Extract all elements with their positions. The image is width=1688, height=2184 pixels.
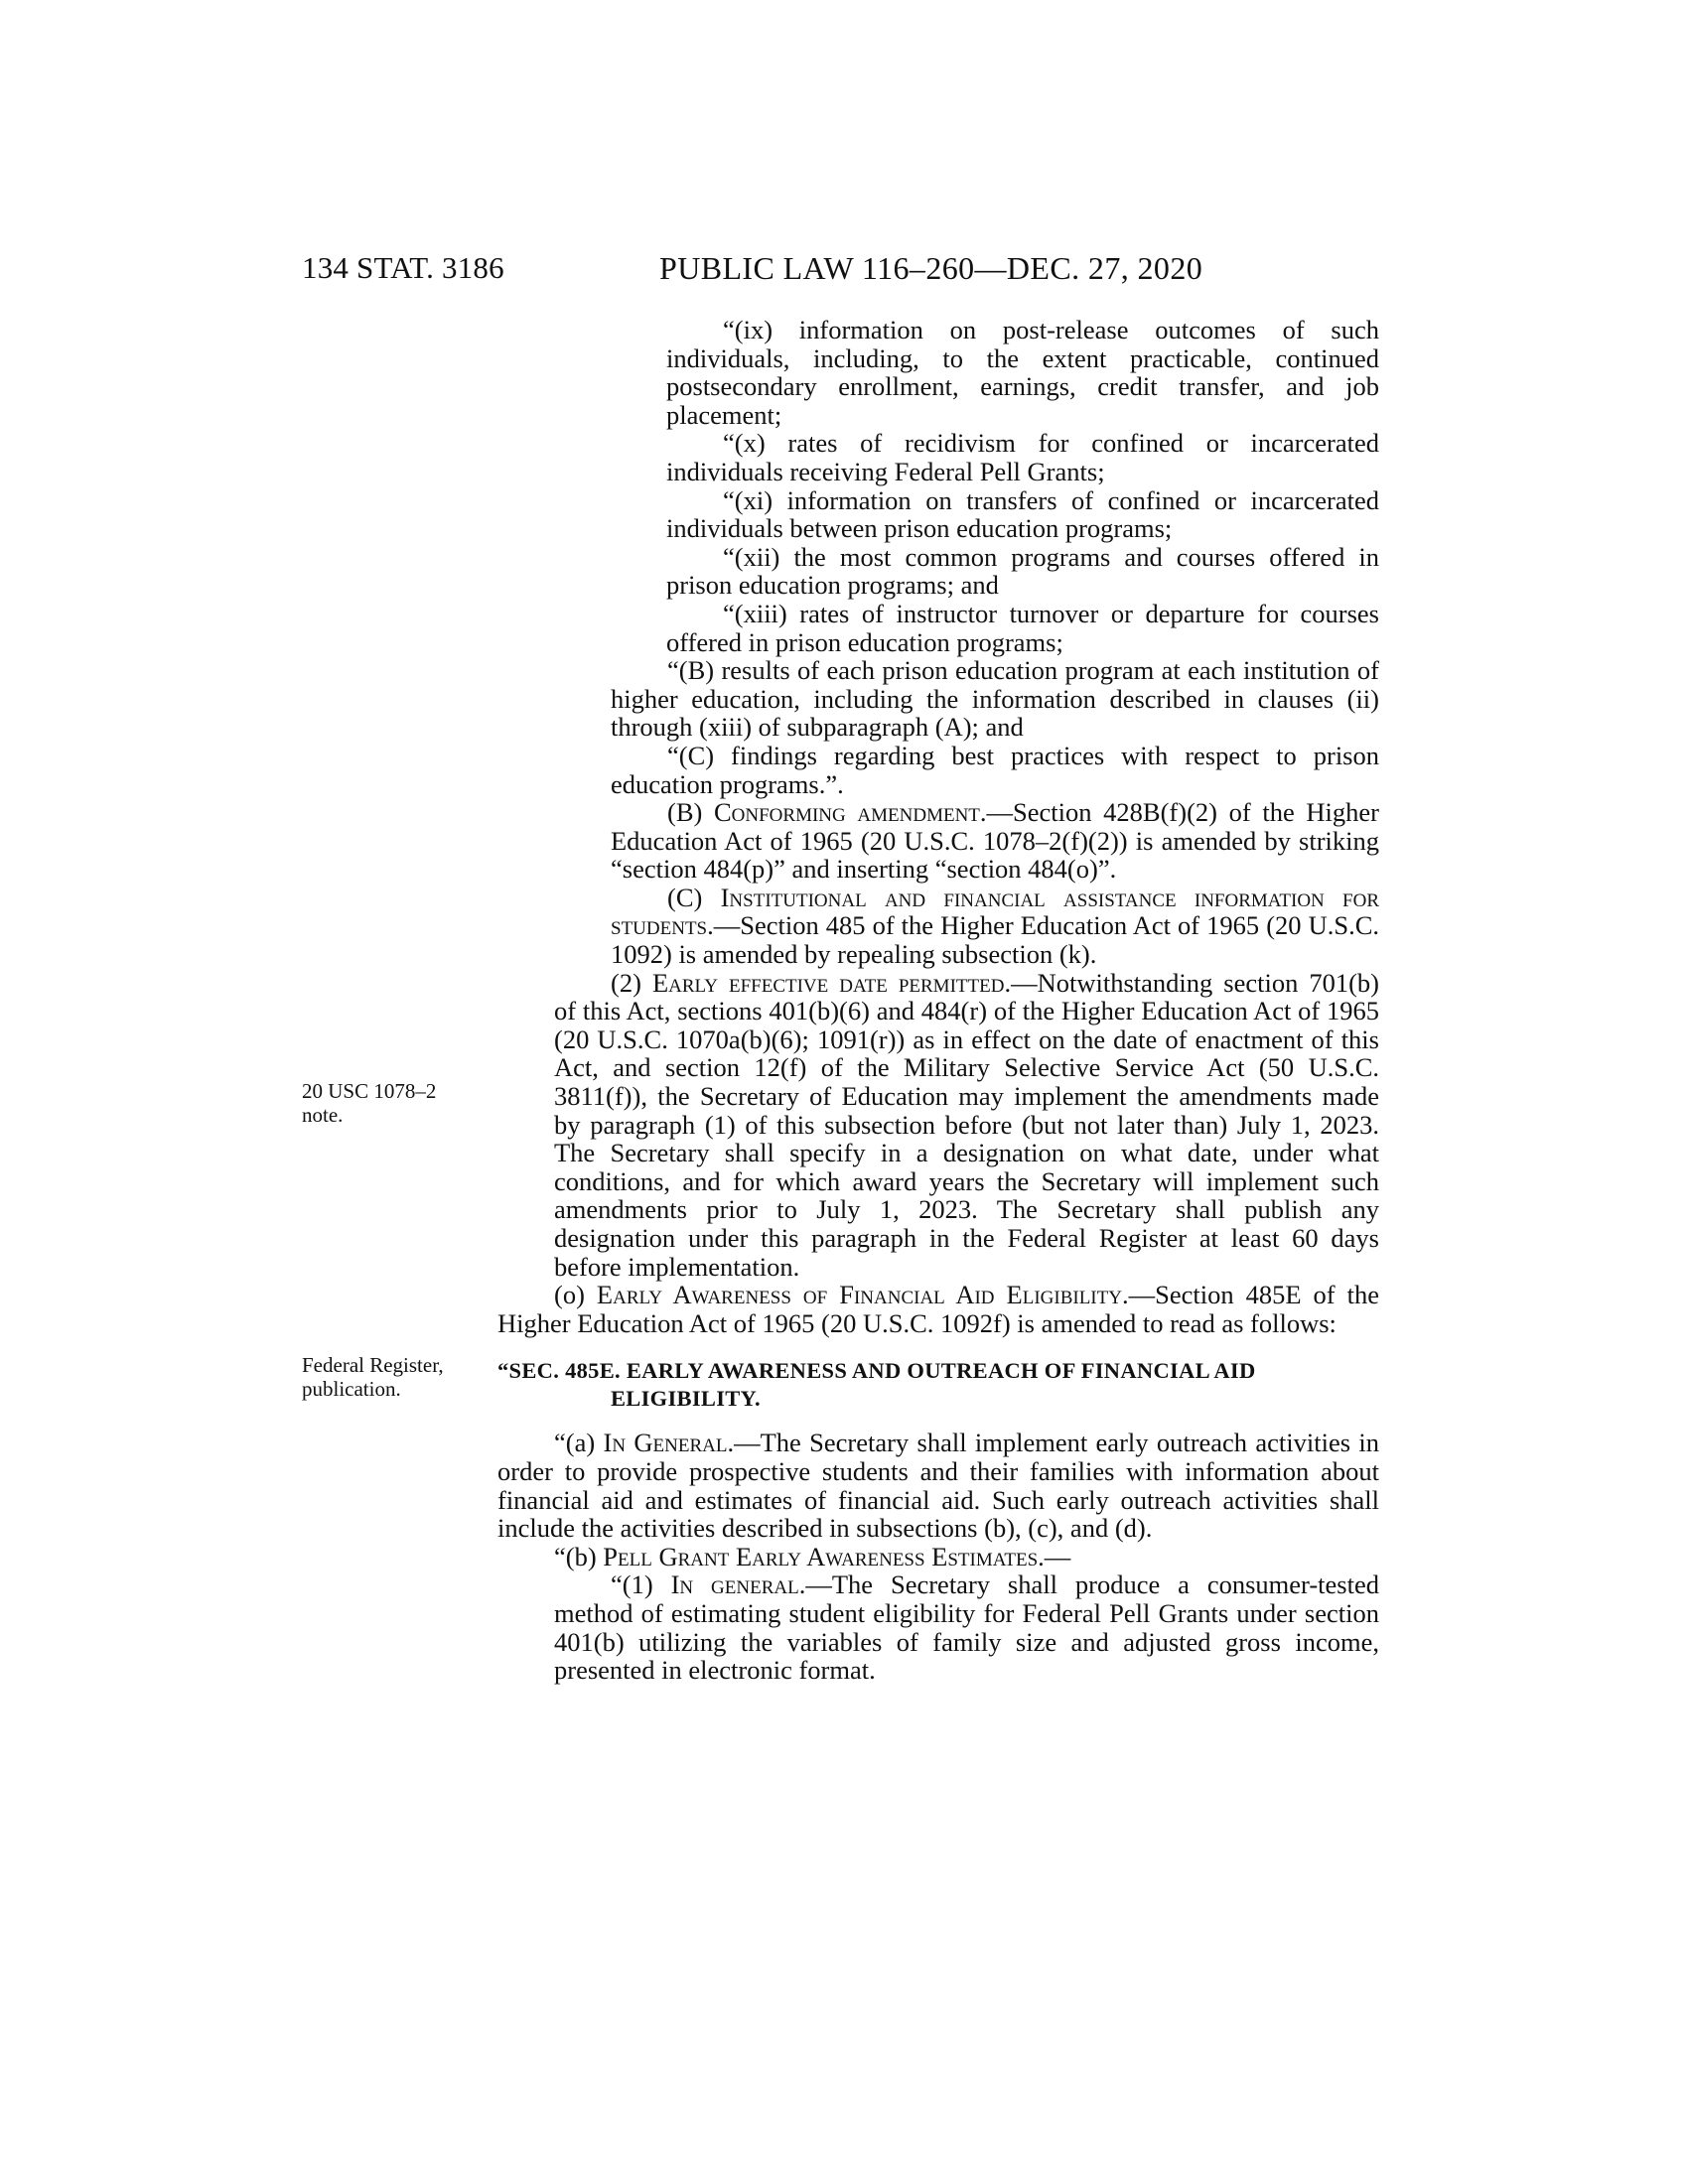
enum: (C) (667, 882, 721, 912)
page-title: PUBLIC LAW 116–260—DEC. 27, 2020 (659, 250, 1203, 286)
subsection-heading: Early Awareness of Financial Aid Eligibility (596, 1280, 1122, 1310)
subparagraph-b-results: “(B) results of each prison education program at each institution of higher education, including the information described in clauses (ii) through (xiii) of subparagraph (A); and (611, 655, 1379, 743)
enum: “(1) (611, 1570, 671, 1600)
margin-note-federal-register (302, 1353, 444, 1401)
subsection-text: .—Section 485E of the Higher Education Act of 1965 (20 U.S.C. 1092f) is amended to read as follows: (497, 1280, 1380, 1338)
paragraph-1-in-general (497, 1570, 1379, 1684)
section-heading: “SEC. 485E. EARLY AWARENESS AND OUTREACH OF FINANCIAL AID ELIGIBILITY. (497, 1358, 1256, 1412)
paragraph-text: .—Section 485 of the Higher Education Act of 1965 (20 U.S.C. 1092) is amended by repealing subsection (k). (611, 910, 1379, 970)
paragraph-text: .—Notwithstanding section 701(b) of this Act, sections 401(b)(6) and 484(r) of the Higher Education Act of 1965 (20 U.S.C. 1070a(b)(6); 1091(r)) as in effect on the date of enactment of this Act, and section 12(f) of the Military Selective Service Act (50 U.S.C. 3811(f)), the Secretary of Education may implement the amendments made by paragraph (1) of this subsection before (but not later than) July 1, 2023. The Secretary shall specify in a designation on what date, under what conditions, and for which award years the Secretary will implement such amendments prior to July 1, 2023. The Secretary shall publish any designation under this paragraph in the Federal Register at least 60 days before implementation. (554, 967, 1379, 1282)
paragraph-heading: Institutional and financial assistance information for students (611, 882, 1379, 941)
enum: (2) (611, 967, 652, 998)
subsection-o (497, 1281, 1379, 1337)
enum: (o) (554, 1280, 597, 1310)
paragraph-heading: Conforming amendment (714, 797, 980, 828)
subparagraph-conforming-amendment (497, 798, 1379, 884)
clause-xi: “(xi) information on transfers of confined or incarcerated individuals between prison education programs; (666, 484, 1379, 544)
clause-ix: “(ix) information on post-release outcomes of such individuals, including, to the extent practicable, continued postsecondary enrollment, earnings, credit transfer, and job placement; (666, 315, 1379, 430)
enum: (B) (667, 797, 714, 828)
paragraph-heading: In general (670, 1570, 799, 1600)
margin-note-usc (302, 1079, 436, 1127)
enum: “(a) (554, 1428, 604, 1458)
margin-note-line: Federal Register, (302, 1353, 444, 1377)
subsection-text: .— (1038, 1541, 1071, 1571)
subsection-a-in-general (497, 1429, 1379, 1542)
subsection-heading: In General (603, 1428, 728, 1458)
subsection-b-pell-grant (497, 1543, 1379, 1571)
subparagraph-c-findings: “(C) findings regarding best practices with respect to prison education programs.”. (611, 740, 1379, 799)
paragraph-early-effective-date (497, 969, 1379, 1282)
paragraph-text: .—The Secretary shall produce a consumer-tested method of estimating student eligibility for Federal Pell Grants under section 401(b) utilizing the variables of family size and adjusted gross income, presented in electronic format. (554, 1570, 1379, 1686)
margin-note-line: 20 USC 1078–2 (302, 1079, 437, 1103)
margin-note-line: note. (302, 1103, 344, 1127)
paragraph-heading: Early effective date permitted (651, 967, 1005, 998)
statute-page-reference: 134 STAT. 3186 (302, 250, 504, 285)
paragraph-text: .—Section 428B(f)(2) of the Higher Education Act of 1965 (20 U.S.C. 1078–2(f)(2)) is amended by striking “section 484(p)” and inserting “section 484(o)”. (611, 797, 1380, 885)
document-body (497, 316, 1379, 1685)
subparagraph-institutional-info (497, 884, 1379, 969)
clause-xiii: “(xiii) rates of instructor turnover or departure for courses offered in prison education programs; (666, 598, 1379, 657)
subsection-heading: Pell Grant Early Awareness Estimates (603, 1541, 1039, 1571)
clause-xii: “(xii) the most common programs and courses offered in prison education programs; and (666, 541, 1379, 601)
clause-x: “(x) rates of recidivism for confined or incarcerated individuals receiving Federal Pell Grants; (666, 428, 1379, 486)
subsection-text: .—The Secretary shall implement early outreach activities in order to provide prospective students and their families with information about financial aid and estimates of financial aid. Such early outreach activities shall include the activities described in subsections (b), (c), and (d). (497, 1428, 1379, 1544)
margin-note-line: publication. (302, 1377, 401, 1401)
enum: “(b) (554, 1541, 604, 1571)
